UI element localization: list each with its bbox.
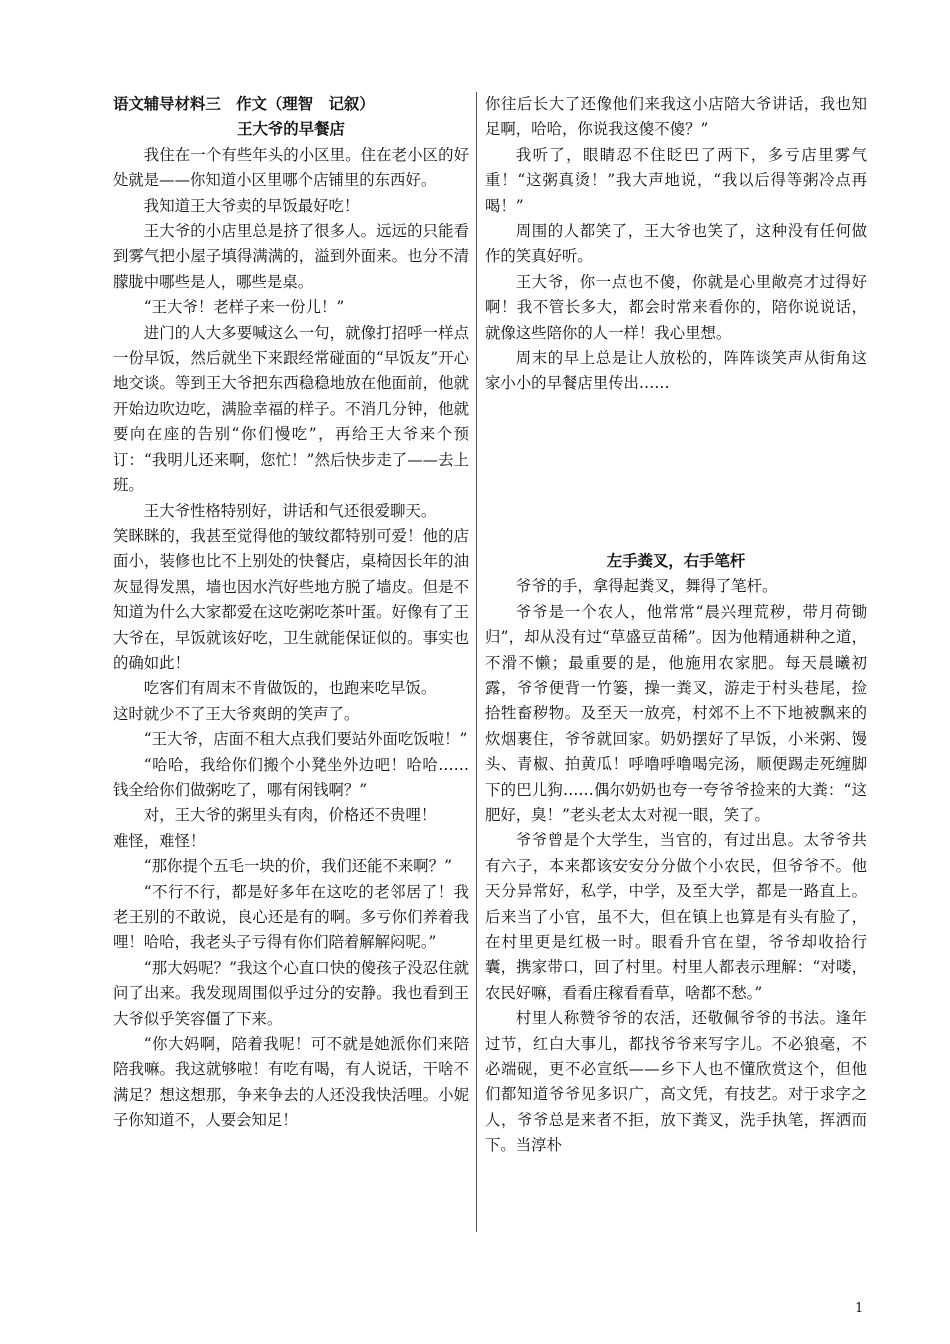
- paragraph: 吃客们有周末不肯做饭的，也跑来吃早饭。: [143, 679, 437, 698]
- paragraph: “王大爷！老样子来一份儿！”: [143, 298, 345, 317]
- paragraph: 爷爷的手，拿得起粪叉，舞得了笔杆。: [515, 577, 778, 596]
- paragraph: 你往后长大了还像他们来我这小店陪大爷讲话，我也知足啊，哈哈，你说我这傻不傻？”: [485, 95, 867, 139]
- blank-space: [485, 397, 867, 549]
- page-number: 1: [855, 1301, 864, 1316]
- paragraph: 王大爷性格特别好，讲话和气还很爱聊天。: [143, 501, 437, 520]
- paragraph: 王大爷的小店里总是挤了很多人。远远的只能看到雾气把小屋子填得满满的，溢到外面来。也分不清朦胧中哪些是人，哪些是桌。: [113, 222, 469, 291]
- paragraph: “那大妈呢？”我这个心直口快的傻孩子没忍住就问了出来。我发现周围似乎过分的安静。我也看到王大爷似乎笑容僵了下来。: [113, 958, 469, 1028]
- paragraph: 笑眯眯的，我甚至觉得他的皱纹都特别可爱！他的店面小，装修也比不上别处的快餐店，桌椅因长年的油灰显得发黑，墙也因水汽好些地方脱了墙皮。但是不知道为什么大家都爱在这吃粥吃茶叶蛋。好像有了王大爷在，早饭就该好吃，卫生就能保证似的。事实也的确如此！: [113, 526, 469, 672]
- paragraph: 我听了，眼睛忍不住眨巴了两下，多亏店里雾气重！“这粥真烫！”我大声地说，“我以后得等粥冷点再喝！”: [485, 145, 867, 215]
- paragraph: 爷爷曾是个大学生，当官的，有过出息。太爷爷共有六子，本来都该安安分分做个小农民，但爷爷不。他天分异常好，私学，中学，及至大学，都是一路直上。后来当了小官，虽不大，但在镇上也算是有头有脸了，在村里更是红极一时。眼看升官在望，爷爷却收拾行囊，携家带口，回了村里。村里人都表示理解：“对喽，农民好嘛，看看庄稼看看草，啥都不愁。”: [485, 831, 867, 1002]
- paragraph: 村里人称赞爷爷的农活，还敬佩爷爷的书法。逢年过节，红白大事儿，都找爷爷来写字儿。不必狼毫，不必端砚，更不必宣纸——乡下人也不懂欣赏这个，但他们都知道爷爷见多识广，高文凭，有技艺。对于求字之人，爷爷总是来者不拒，放下粪叉，洗手执笔，挥洒而下。当淳朴: [485, 1009, 867, 1155]
- paragraph: 周末的早上总是让人放松的，阵阵谈笑声从街角这家小小的早餐店里传出……: [485, 349, 867, 393]
- paragraph: “不行不行，都是好多年在这吃的老邻居了！我老王别的不敢说，良心还是有的啊。多亏你们养着我哩！哈哈，我老头子亏得有你们陪着解解闷呢。”: [113, 882, 469, 952]
- column-divider: [476, 92, 477, 1232]
- paragraph: 我知道王大爷卖的早饭最好吃！: [143, 196, 360, 215]
- essay-title-wang-daye: 王大爷的早餐店: [237, 120, 345, 139]
- paragraph: 爷爷是一个农人，他常常“晨兴理荒秽，带月荷锄归”，却从没有过“草盛豆苗稀”。因为他精通耕种之道，不滑不懒；最重要的是，他施用农家肥。每天晨曦初露，爷爷便背一竹篓，操一粪叉，游走于村头巷尾，捡拾牲畜秽物。及至天一放亮，村郊不上不下地被飘来的炊烟裹住，爷爷就回家。奶奶摆好了早饭，小米粥、馒头、青椒、拍黄瓜！呼噜呼噜喝完汤，顺便踢走死缠脚下的巴儿狗……偶尔奶奶也夸一夸爷爷捡来的大粪：“这肥好，臭！”老头老太太对视一眼，笑了。: [485, 602, 867, 824]
- paragraph: 进门的人大多要喊这么一句，就像打招呼一样点一份早饭，然后就坐下来跟经常碰面的“早饭友”开心地交谈。等到王大爷把东西稳稳地放在他面前，他就开始边吹边吃，满脸幸福的样子。不消几分钟，他就要向在座的告别“你们慢吃”，再给王大爷来个预订：“我明儿还来啊，您忙！”然后快步走了——去上班。: [113, 323, 469, 495]
- paragraph: “王大爷，店面不租大点我们要站外面吃饭啦！”: [143, 730, 468, 749]
- essay-title-grandpa: 左手粪叉，右手笔杆: [606, 551, 746, 570]
- paragraph: 难怪，难怪！: [113, 831, 206, 850]
- paragraph: “那你提个五毛一块的价，我们还能不来啊？”: [143, 857, 452, 876]
- right-column: [485, 92, 867, 1159]
- paragraph: 这时就少不了王大爷爽朗的笑声了。: [113, 704, 360, 723]
- paragraph: 对，王大爷的粥里头有肉，价格还不贵哩！: [143, 806, 437, 825]
- paragraph: 王大爷，你一点也不傻，你就是心里敞亮才过得好啊！我不管长多大，都会时常来看你的，陪你说说话，就像这些陪你的人一样！我心里想。: [485, 272, 867, 342]
- paragraph: 我住在一个有些年头的小区里。住在老小区的好处就是——你知道小区里哪个店铺里的东西好。: [113, 145, 469, 190]
- left-column: [113, 92, 469, 1134]
- paragraph: “你大妈啊，陪着我呢！可不就是她派你们来陪陪我嘛。我这就够啦！有吃有喝，有人说话，干啥不满足？想这想那，争来争去的人还没我快活哩。小妮子你知道不，人要会知足！: [113, 1035, 469, 1130]
- paragraph: “哈哈，我给你们搬个小凳坐外边吧！哈哈……钱全给你们做粥吃了，哪有闲钱啊？”: [113, 755, 469, 799]
- paragraph: 周围的人都笑了，王大爷也笑了，这种没有任何做作的笑真好听。: [485, 222, 867, 266]
- document-title: 语文辅导材料三 作文（理智 记叙）: [113, 95, 375, 113]
